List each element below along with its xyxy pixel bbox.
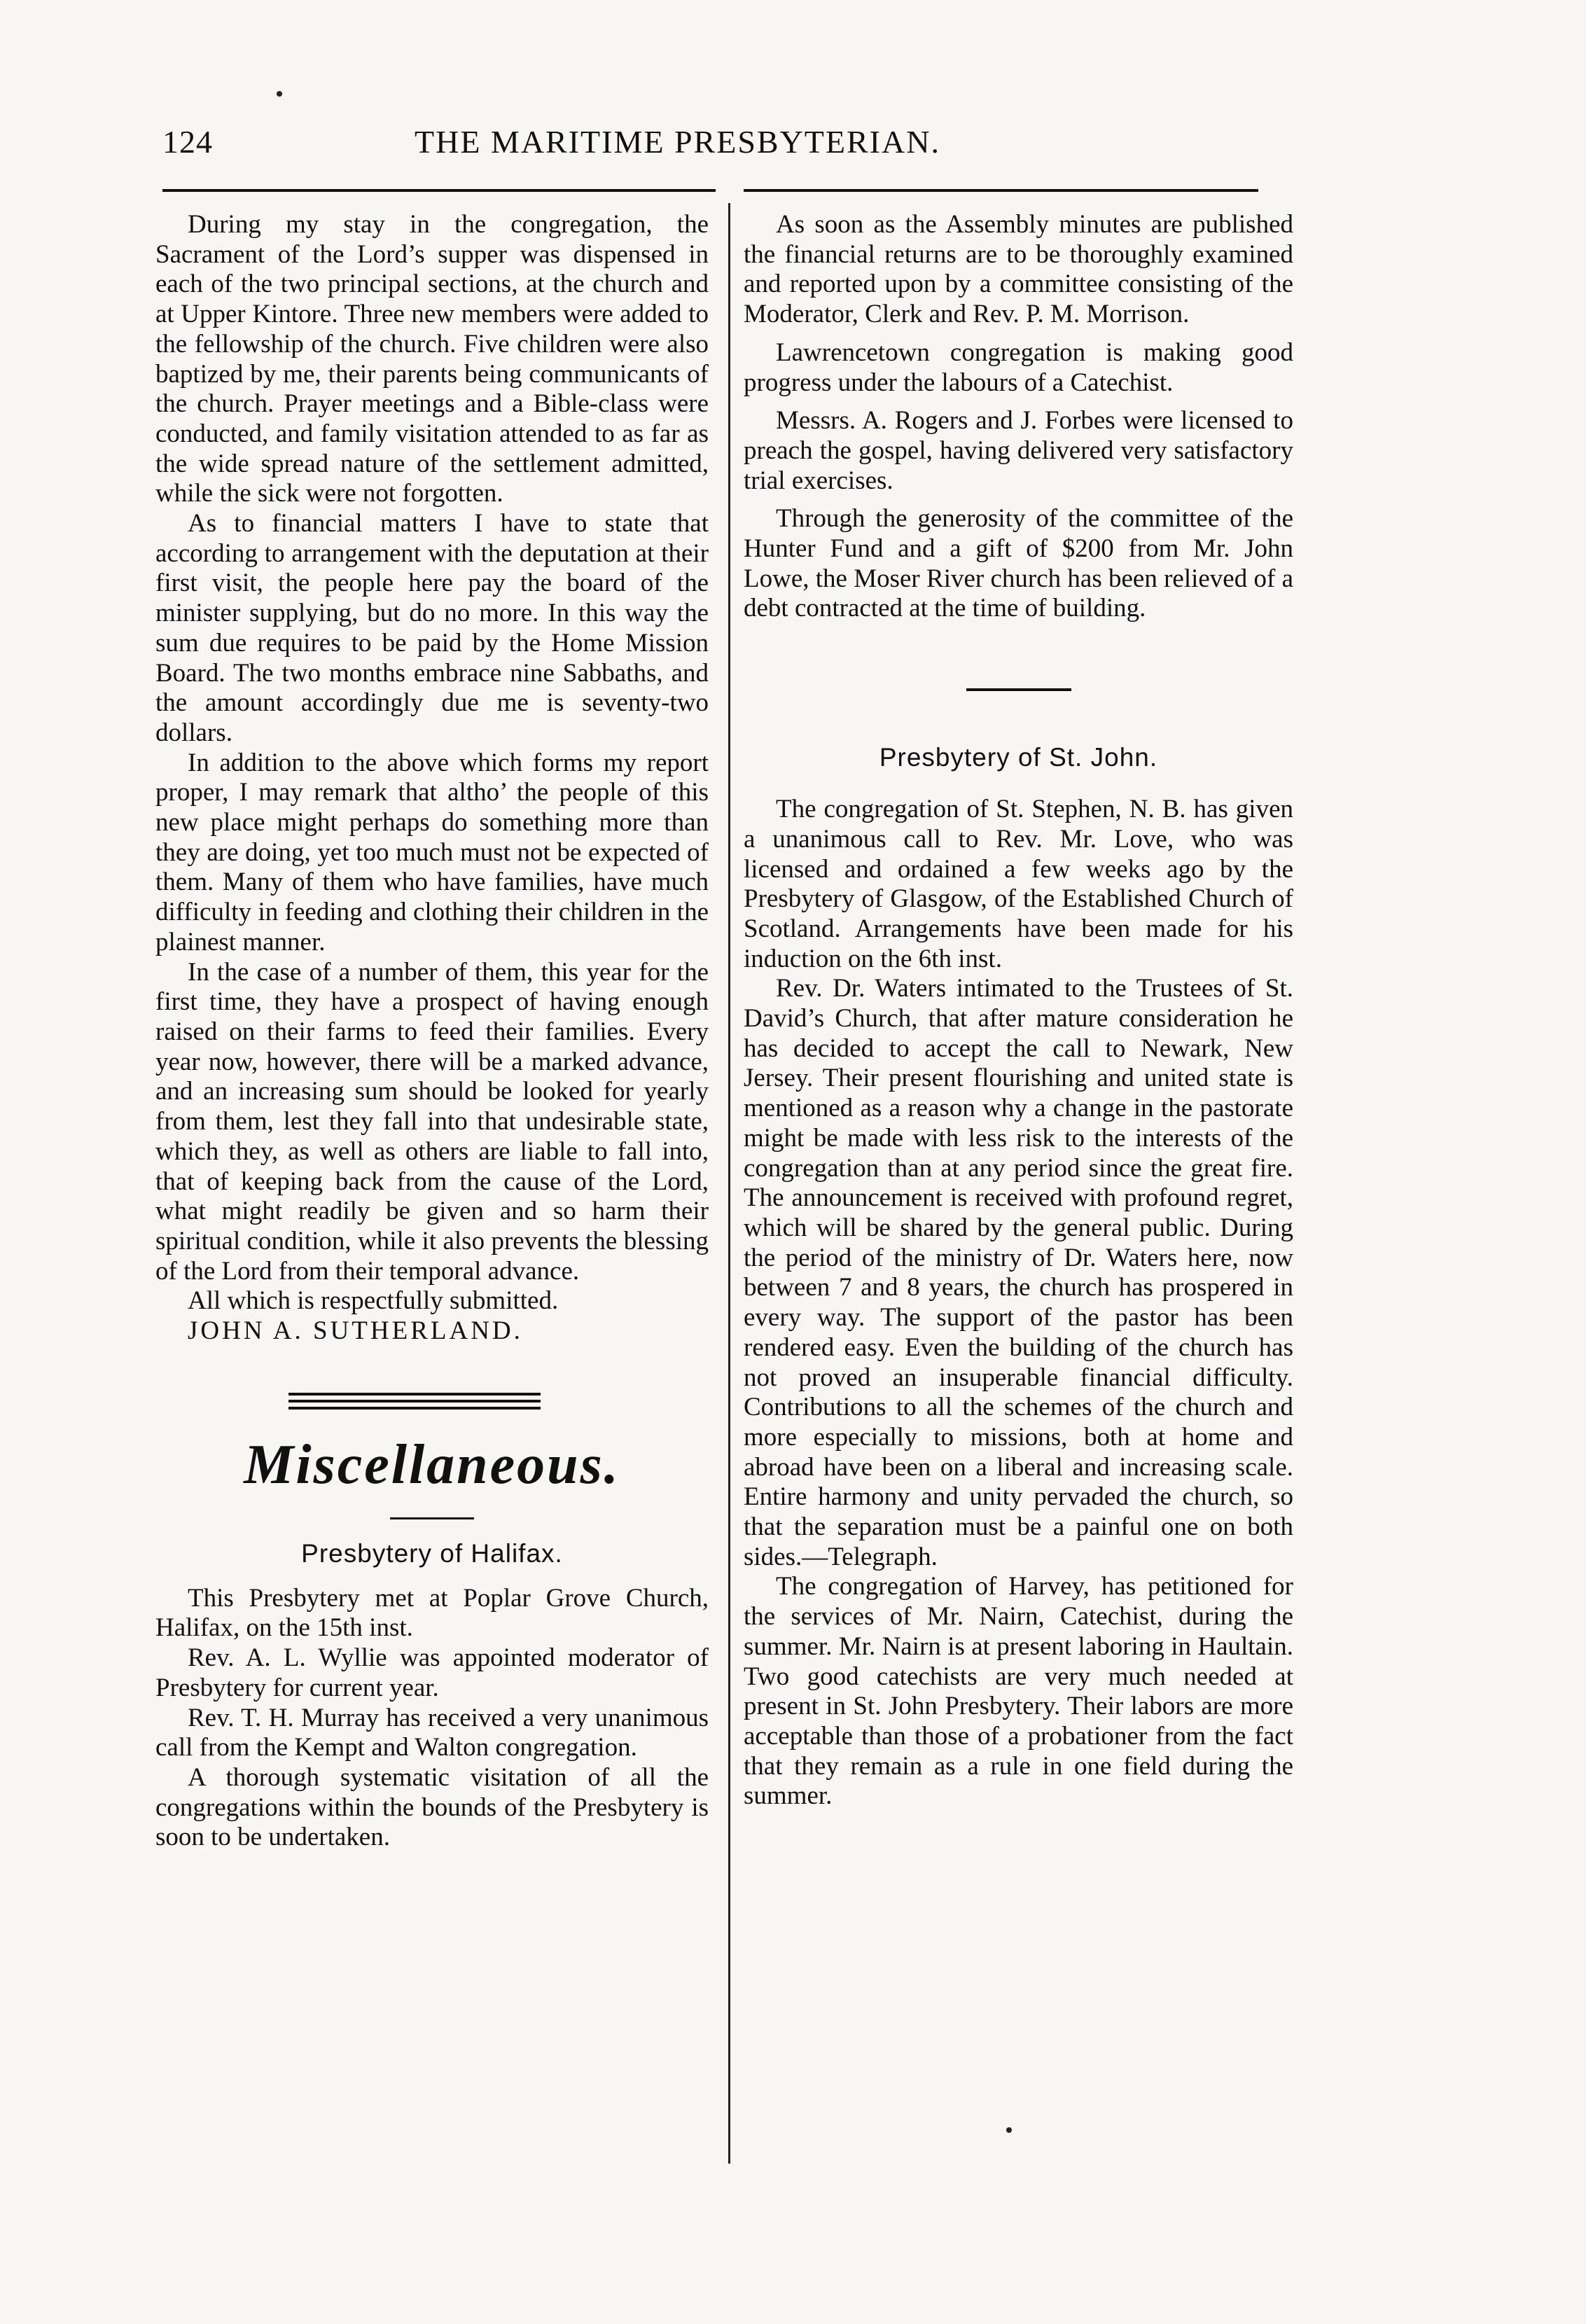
halifax-paragraph: Messrs. A. Rogers and J. Forbes were licensed to preach the gospel, having delivered very satisfactory trial exercises.	[744, 406, 1293, 495]
stjohn-paragraph: The congregation of St. Stephen, N. B. has given a unanimous call to Rev. Mr. Love, who was licensed and ordained a few weeks ago by the Presbytery of Glasgow, of the Established Church of Scotland. Arrangements have been made for his induction on the 6th inst.	[744, 795, 1293, 973]
section-divider	[288, 1393, 541, 1410]
halifax-paragraph: Through the generosity of the committee of the Hunter Fund and a gift of $200 from Mr. John Lowe, the Moser River church has been relieved of a debt contracted at the time of building.	[744, 504, 1293, 623]
short-rule	[966, 688, 1071, 691]
column-divider	[728, 203, 730, 2164]
print-speck	[277, 91, 282, 97]
right-column	[744, 210, 1293, 1811]
stjohn-heading: Presbytery of St. John.	[879, 743, 1158, 772]
halifax-paragraph: This Presbytery met at Poplar Grove Church, Halifax, on the 15th inst.	[155, 1583, 709, 1643]
halifax-paragraph: Rev. A. L. Wyllie was appointed moderator of Presbytery for current year.	[155, 1643, 709, 1702]
signature: JOHN A. SUTHERLAND.	[188, 1316, 523, 1346]
report-paragraph: In addition to the above which forms my report proper, I may remark that altho’ the people of this new place might perhaps do something more than they are doing, yet too much must not be expected of them. Many of them who have families, have much difficulty in feeding and clothing their children in the plainest manner.	[155, 748, 709, 956]
stjohn-paragraph: The congregation of Harvey, has petitioned for the services of Mr. Nairn, Catechist, during the summer. Mr. Nairn is at present laboring in Haultain. Two good catechists are very much needed at present in St. John Presbytery. Their labors are more acceptable than those of a probationer from the fact that they remain as a rule in one field during the summer.	[744, 1572, 1293, 1811]
header-rule	[162, 189, 716, 192]
report-paragraph: In the case of a number of them, this year for the first time, they have a prospect of having enough raised on their farms to feed their families. Every year now, however, there will be a marked advance, and an increasing sum should be looked for yearly from them, lest they fall into that undesirable state, which they, as well as others are liable to fall into, that of keeping back from the cause of the Lord, what might readily be given and so harm their spiritual condition, while it also prevents the blessing of the Lord from their temporal advance.	[155, 957, 709, 1286]
halifax-paragraph: As soon as the Assembly minutes are published the financial returns are to be thoroughly examined and reported upon by a committee consisting of the Moderator, Clerk and Rev. P. M. Morrison.	[744, 210, 1293, 329]
stjohn-paragraph: Rev. Dr. Waters intimated to the Trustees of St. David’s Church, that after mature consideration he has decided to accept the call to Newark, New Jersey. Their present flourishing and united state is mentioned as a reason why a change in the pastorate might be made with less risk to the interests of the congregation than at any period since the great fire. The announcement is received with profound regret, which will be shared by the general public. During the period of the ministry of Dr. Waters here, now between 7 and 8 years, the church has prospered in every way. The support of the pastor has been rendered easy. Even the building of the church has not proved an insuperable financial difficulty. Contributions to all the schemes of the church and more especially to missions, both at home and abroad have been on a liberal and increasing scale. Entire harmony and unity pervaded the church, so that the separation must be a painful one on both sides.—Telegraph.	[744, 974, 1293, 1571]
section-heading: Miscellaneous.	[244, 1433, 620, 1496]
halifax-paragraph: Rev. T. H. Murray has received a very unanimous call from the Kempt and Walton congregation.	[155, 1703, 709, 1762]
halifax-heading: Presbytery of Halifax.	[301, 1538, 563, 1568]
left-column	[155, 210, 709, 1853]
header-rule	[744, 189, 1258, 192]
report-paragraph: As to financial matters I have to state that according to arrangement with the deputation at their first visit, the people here pay the board of the minister supplying, but do no more. In this way the sum due requires to be paid by the Home Mission Board. The two months embrace nine Sabbaths, and the amount accordingly due me is seventy-two dollars.	[155, 509, 709, 747]
print-speck	[1006, 2127, 1012, 2133]
report-paragraph: During my stay in the congregation, the Sacrament of the Lord’s supper was dispensed in each of the two principal sections, at the church and at Upper Kintore. Three new members were added to the fellowship of the church. Five children were also baptized by me, their parents being communicants of the church. Prayer meetings and a Bible-class were conducted, and family visitation attended to as far as the wide spread nature of the settlement admitted, while the sick were not forgotten.	[155, 210, 709, 508]
halifax-paragraph: Lawrencetown congregation is making good progress under the labours of a Catechist.	[744, 338, 1293, 397]
halifax-paragraph: A thorough systematic visitation of all the congregations within the bounds of the Presbytery is soon to be undertaken.	[155, 1762, 709, 1852]
page-number: 124	[162, 124, 213, 160]
short-rule	[390, 1517, 474, 1519]
journal-title: THE MARITIME PRESBYTERIAN.	[415, 124, 940, 160]
running-head	[162, 123, 1255, 168]
report-paragraph: All which is respectfully submitted.	[188, 1286, 559, 1316]
